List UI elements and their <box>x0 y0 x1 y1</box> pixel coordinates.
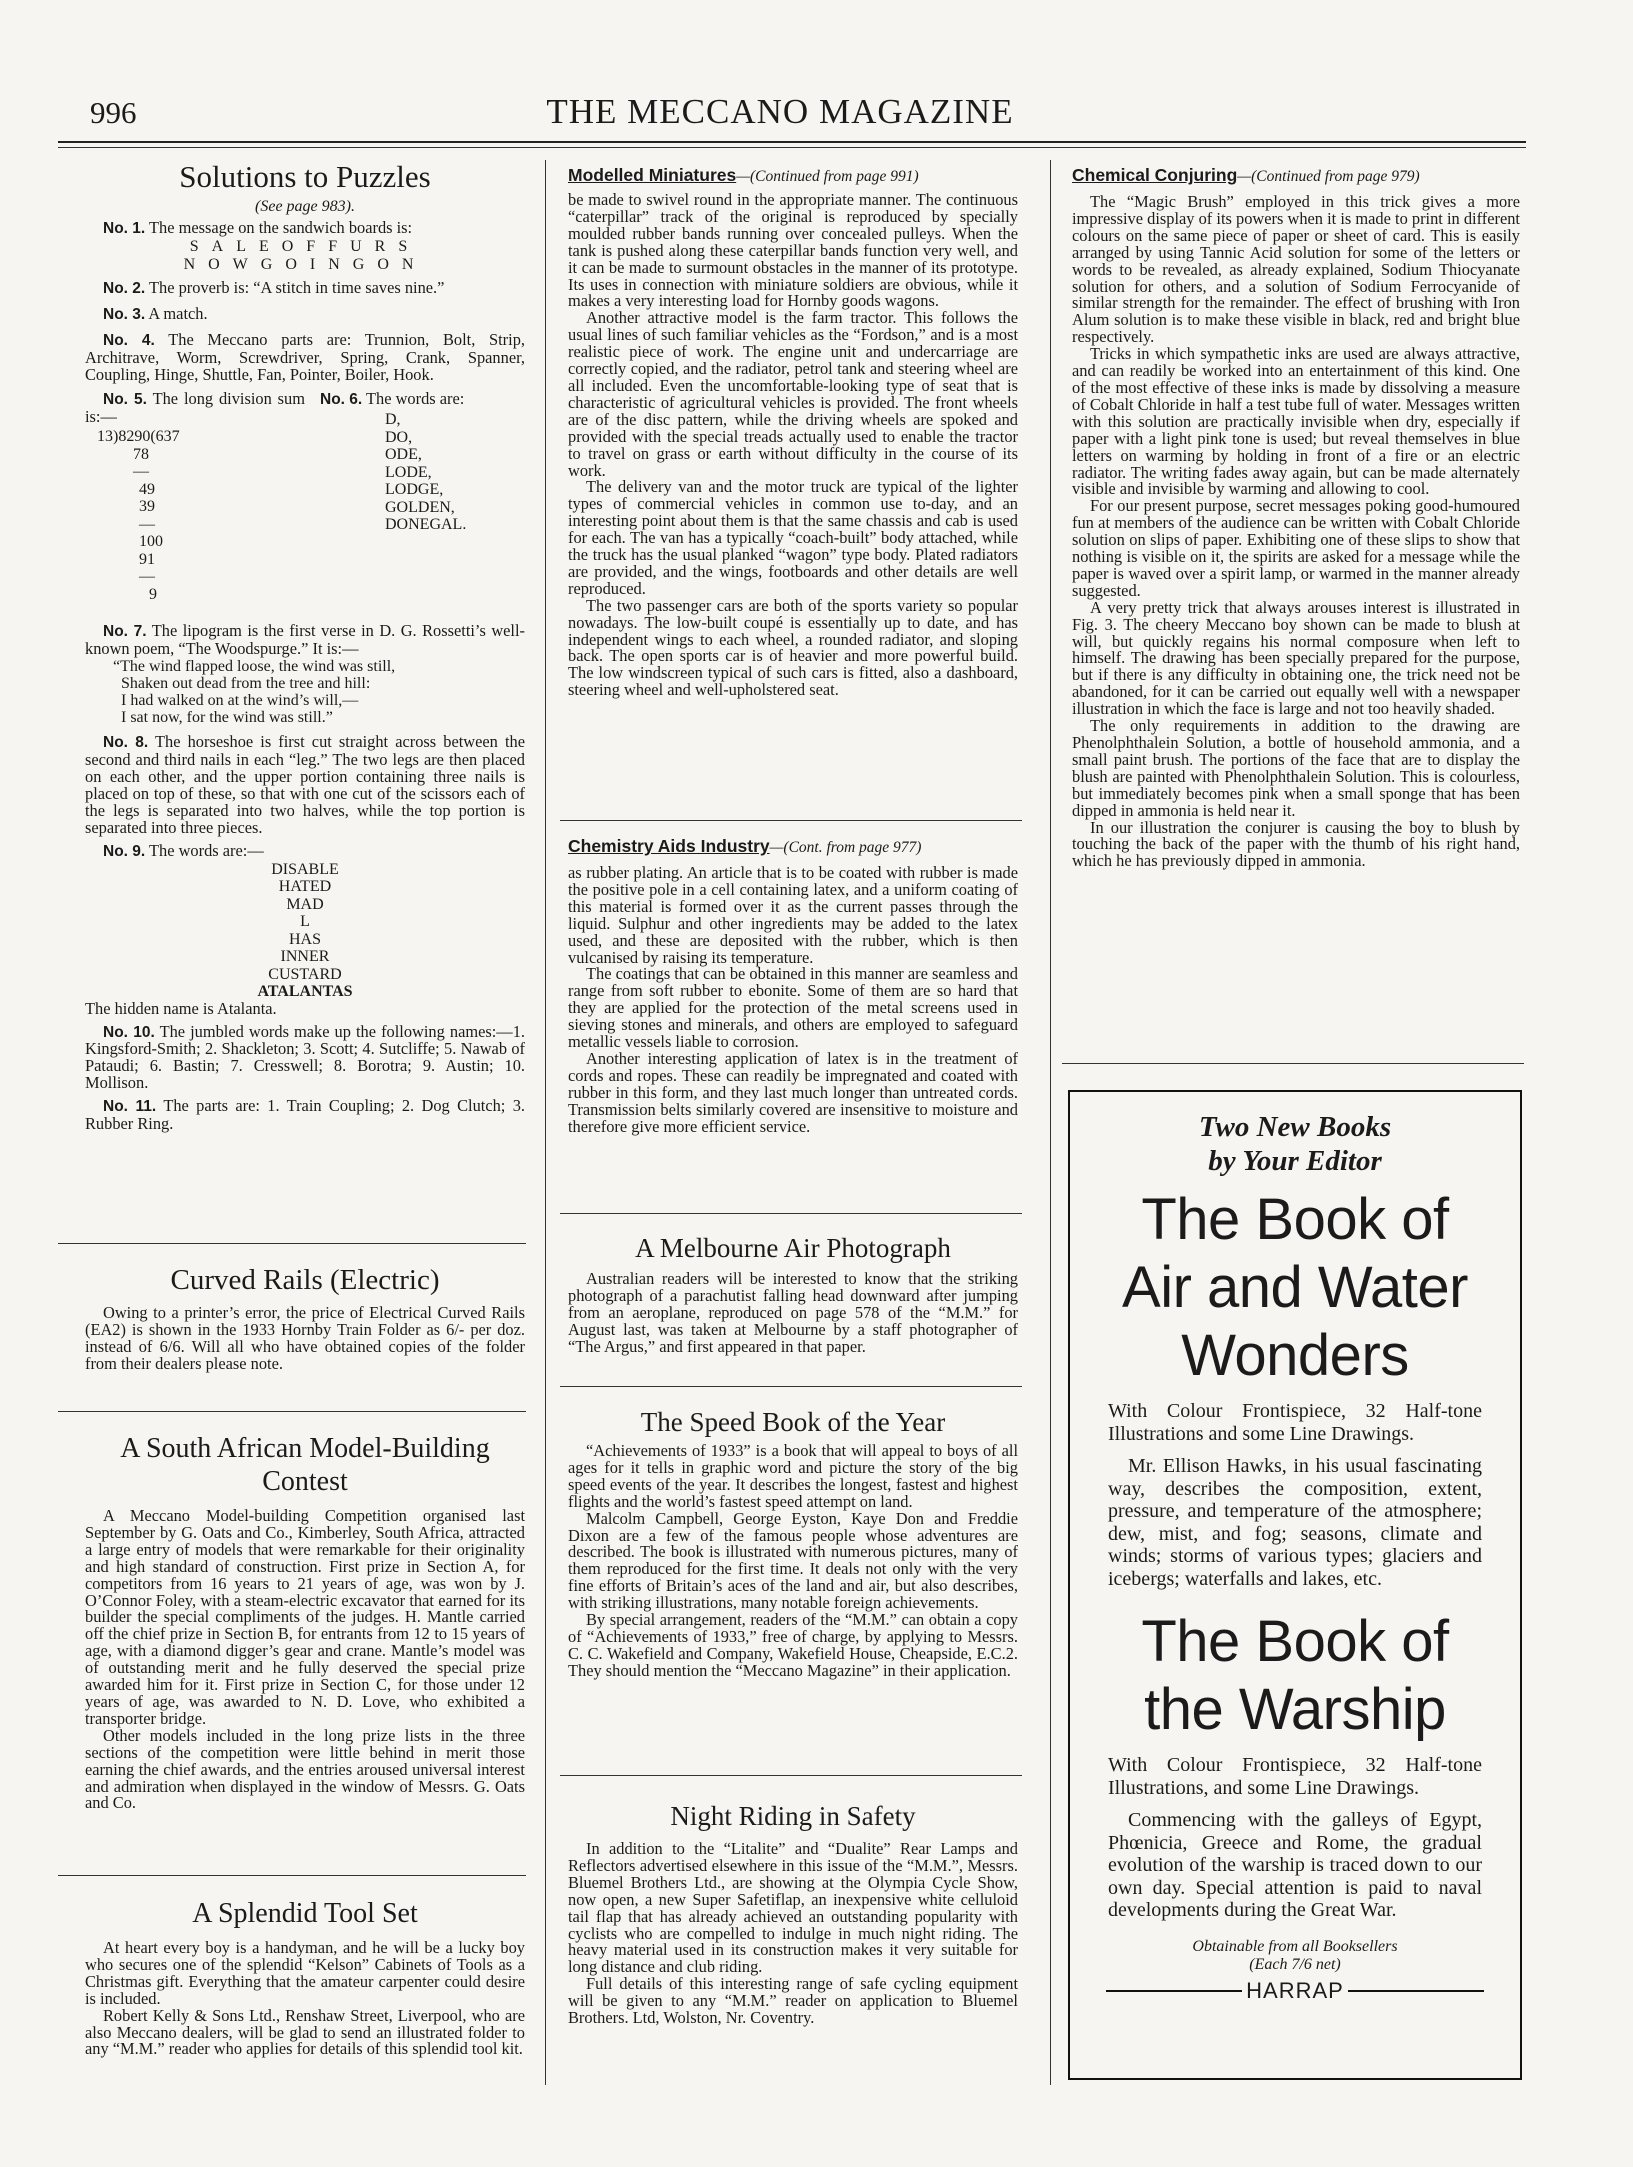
poem-line: I had walked on at the wind’s will,— <box>121 692 359 710</box>
speed-book-p2: Malcolm Campbell, George Eyston, Kaye Don and Freddie Dixon are a few of the famous people whose adventures are described. The book is illustrated with numerous pictures, many of them reproduced for the first time. It deals not only with the very fine efforts of Britain’s aces of the land and air, but also describes, with striking illustrations, many notable foreign achievements. <box>568 1508 1018 1613</box>
publisher-name: HARRAP <box>1246 1977 1344 2003</box>
curved-rails-title: Curved Rails (Electric) <box>170 1264 440 1296</box>
word-item: HAS <box>288 930 321 948</box>
section-divider <box>560 1775 1022 1776</box>
column-divider-1 <box>545 160 546 2085</box>
division-line: 91 <box>139 550 155 568</box>
conjuring-p1: The “Magic Brush” employed in this trick gives a more impressive display of its powers when it is made to print in different colours on the same piece of paper or sheet of card. This is easily arranged by using Tannic Acid solution for some of the letters or words to be revealed, as already explained, Sodium Thiocyanate solution for others, and a solution of Sodium Ferrocyanide of similar strength for the remainder. The effect of brushing with Iron Alum solution is to make these visible in black, red and bright blue respectively. <box>1072 192 1520 347</box>
publisher-rule <box>1348 1990 1484 1992</box>
no1-label: No. 1. <box>103 220 146 237</box>
modelled-miniatures-section <box>568 165 1018 699</box>
poem-line: “The wind flapped loose, the wind was still, <box>113 658 396 676</box>
poem-line: I sat now, for the wind was still.” <box>121 709 333 727</box>
section-divider <box>58 1243 526 1244</box>
no4-label: No. 4. <box>103 331 155 349</box>
division-line: — <box>133 463 149 481</box>
no11-text: The parts are: 1. Train Coupling; 2. Dog Clutch; 3. Rubber Ring. <box>85 1096 526 1134</box>
night-riding-p1: In addition to the “Litalite” and “Dualite” Rear Lamps and Reflectors advertised elsewhere in this issue of the “M.M.”, Messrs. Bluemel Brothers Ltd., are showing at the Olympia Cycle Show, now open, a new Super Safetiflap, an inexpensive white celluloid tail flap that has already achieved an outstanding popularity with cyclists who are compelled to indulge in much night riding. The heavy material used in its construction makes it very suitable for long distance and club riding. <box>568 1839 1018 1977</box>
no1-text: The message on the sandwich boards is: <box>149 218 413 237</box>
no1-line2: NOWGOINGON <box>183 255 427 273</box>
no5-text: The long division sum is:— <box>85 389 306 427</box>
word-item: DO, <box>385 428 413 446</box>
no9-hidden: The hidden name is Atalanta. <box>85 998 277 1018</box>
word-item: LODE, <box>385 463 432 481</box>
poem <box>85 658 525 726</box>
no4-text: The Meccano parts are: Trunnion, Bolt, Strip, Architrave, Worm, Screwdriver, Spring, Crank, Spanner, Coupling, Hinge, Shuttle, Fan, Pointer, Boiler, Hook. <box>85 329 525 384</box>
speed-book-p1: “Achievements of 1933” is a book that will appeal to boys of all ages for it tells in graphic word and picture the story of the big speed events of the year. It describes the longest, fastest and highest flights and the world’s fastest speed attempt on land. <box>568 1441 1018 1511</box>
header-rule <box>58 141 1526 143</box>
book1-title: Wonders <box>1181 1323 1409 1388</box>
no7-text: The lipogram is the first verse in D. G. Rossetti’s well-known poem, “The Woodspurge.” It is:— <box>85 621 525 659</box>
melbourne-section <box>568 1232 1018 1356</box>
word-item: ATALANTAS <box>257 983 353 1001</box>
no8-label: No. 8. <box>103 734 149 752</box>
conjuring-p3: For our present purpose, secret messages poking good-humoured fun at members of the audience can be written with Cobalt Chloride solution on slips of paper. Exhibiting one of these slips to show that nothing is visible on it, the spirits are asked for a message while the paper is waved over a spirit lamp, or warmed in the manner already suggested. <box>1072 496 1520 600</box>
speed-book-title: The Speed Book of the Year <box>640 1407 946 1437</box>
ad-subtitle: Two New Books <box>1198 1111 1392 1143</box>
tool-set-p1: At heart every boy is a handyman, and he will be a lucky boy who secures one of the splendid “Kelson” Cabinets of Tools as a Christmas gift. Everything that the amateur carpenter could desire is included. <box>85 1938 525 2008</box>
book1-title: The Book of <box>1141 1187 1449 1252</box>
page-number: 996 <box>90 95 137 130</box>
no1-line1: SALEOFFURS <box>189 237 421 255</box>
column-divider-2 <box>1050 160 1051 2085</box>
book1-spec: With Colour Frontispiece, 32 Half-tone Illustrations and some Line Drawings. <box>1108 1400 1482 1445</box>
night-riding-p2: Full details of this interesting range of safe cycling equipment will be given to any “M.M.” reader on application to Bluemel Brothers. Ltd, Wolston, Nr. Coventry. <box>568 1974 1018 2028</box>
tool-set-section <box>85 1897 525 2058</box>
no9-text: The words are:— <box>149 840 264 860</box>
melbourne-title: A Melbourne Air Photograph <box>635 1233 951 1263</box>
miniatures-p1: be made to swivel round in the appropriate manner. The continuous “caterpillar” track of the original is reproduced by specially moulded rubber bands running over concealed pulleys. When the tank is pushed along these caterpillar bands function very well, and it can be made to surmount obstacles in the manner of its prototype. Its uses in connection with miniature soldiers are obvious, while it makes a very interesting load for Hornby goods wagons. <box>568 190 1018 311</box>
no9-words <box>85 861 525 1001</box>
word-item: INNER <box>280 948 330 966</box>
section-divider <box>58 1411 526 1412</box>
word-item: DONEGAL. <box>385 516 467 534</box>
publisher-line <box>1106 1978 1484 2004</box>
book2-title: The Book of <box>1141 1609 1449 1674</box>
word-item: CUSTARD <box>268 965 342 983</box>
curved-rails-text: Owing to a printer’s error, the price of Electrical Curved Rails (EA2) is shown in the 1933 Hornby Train Folder as 6/- per doz. instead of 6/6. Will all who have obtained copies of the folder from their dealers please note. <box>85 1303 525 1373</box>
solutions-title: Solutions to Puzzles <box>179 159 431 194</box>
no2-text: The proverb is: “A stitch in time saves nine.” <box>149 277 445 297</box>
melbourne-p1: Australian readers will be interested to know that the striking photograph of a parachutist falling head downward after jumping from an aeroplane, reproduced on page 578 of the “M.M.” for August last, was taken at Melbourne by a staff photographer of “The Argus,” and first appeared in that paper. <box>568 1269 1018 1356</box>
chemistry-p2: The coatings that can be obtained in this manner are seamless and range from soft rubber to ebonite. Some of them are so hard that they are applied for the protection of the metal screens used in sieving stones and minerals, and others are employed to safeguard metallic vessels liable to corrosion. <box>568 964 1018 1052</box>
ad-obtainable: Obtainable from all Booksellers <box>1192 1937 1398 1955</box>
division-line: 100 <box>139 533 163 551</box>
division-line: — <box>139 568 155 586</box>
division-line: — <box>139 515 155 533</box>
miniatures-p3: The delivery van and the motor truck are typical of the lighter types of commercial vehicles in common use to-day, and an interesting point about them is that the same chassis and cab is used for each. The van has a typically “coach-built” body attached, while the truck has the usual planked “wagon” type body. Plated radiators are provided, and the wings, footboards and other details are well reproduced. <box>568 477 1018 598</box>
night-riding-section <box>568 1800 1018 2027</box>
tool-set-title: A Splendid Tool Set <box>192 1898 418 1929</box>
division-line: 49 <box>139 480 155 498</box>
book1-desc: Mr. Ellison Hawks, in his usual fascinating way, describes the composition, extent, pressure, and temperature of the atmosphere; dew, mist, and fog; seasons, climate and winds; storms of various types; glaciers and icebergs; waterfalls and lakes, etc. <box>1108 1455 1482 1590</box>
no11-label: No. 11. <box>103 1098 157 1116</box>
division-line: 9 <box>149 585 157 603</box>
header-rule-thin <box>58 147 1526 148</box>
section-divider <box>560 820 1022 821</box>
no6-text: The words are: <box>366 389 465 409</box>
curved-rails-section <box>85 1263 525 1373</box>
miniatures-p4: The two passenger cars are both of the sports variety so popular nowadays. The low-built coupé is essentially up to date, and has independent wings to each wheel, a rounded radiator, and sloping back. The open sports car is of heavier and more powerful build. The low windscreen typical of such cars is fitted, also a dashboard, steering wheel and well-upholstered seat. <box>568 595 1018 700</box>
division-line: 78 <box>133 445 149 463</box>
chemistry-section <box>568 836 1018 1136</box>
word-item: HATED <box>278 878 332 896</box>
section-divider <box>560 1386 1022 1387</box>
conjuring-p4: A very pretty trick that always arouses interest is illustrated in Fig. 3. The cheery Meccano boy shown can be made to blush at will, but quickly regains his normal composure when left to himself. The drawing has been specially prepared for the purpose, but if there is any difficulty in obtaining one, the trick need not be abandoned, for it can be carried out equally well with a newspaper illustration in which the face is large and not too heavily shaded. <box>1072 597 1520 719</box>
word-item: D, <box>385 411 401 429</box>
book2-spec: With Colour Frontispiece, 32 Half-tone Illustrations, and some Line Drawings. <box>1108 1754 1482 1799</box>
conjuring-p2: Tricks in which sympathetic inks are used are always attractive, and can readily be worked into an entertainment of this kind. One of the most effective of these inks is made by dissolving a measure of Cobalt Chloride in half a test tube full of water. Messages written with this solution are practically invisible when dry, especially if paper with a light pink tone is used; but reveal themselves in blue letters on warming by holding in front of a fire or an electric radiator. The writing fades away again, but can be made alternately visible and invisible by warming and allowing to cool. <box>1072 344 1520 499</box>
poem-line: Shaken out dead from the tree and hill: <box>121 675 371 693</box>
no10-text: The jumbled words make up the following names:—1. Kingsford-Smith; 2. Shackleton; 3. Scott; 4. Sutcliffe; 5. Nawab of Pataudi; 6. Bastin; 7. Cresswell; 8. Borotra; 9. Austin; 10. Mollison. <box>85 1021 525 1093</box>
chemistry-title: Chemistry Aids Industry <box>568 836 770 856</box>
south-african-p2: Other models included in the long prize lists in the three sections of the competition were little behind in merit those earning the chief awards, and the entries aroused universal interest and admiration when displayed in the window of Messrs. G. Oats and Co. <box>85 1725 525 1813</box>
south-african-section <box>85 1432 525 1812</box>
chemistry-p1: as rubber plating. An article that is to be coated with rubber is made the positive pole in a cell containing latex, and a uniform coating of this material is formed over it as the current passes through the liquid. Sulphur and other ingredients may be added to the latex used, and these are deposited with the rubber, which is then vulcanised by raising its temperature. <box>568 863 1018 967</box>
word-item: GOLDEN, <box>385 498 455 516</box>
section-divider <box>1062 1063 1524 1064</box>
division-line: 13)8290(637 <box>97 428 180 446</box>
chemical-conjuring-title: Chemical Conjuring <box>1072 165 1238 185</box>
no7-label: No. 7. <box>103 623 147 641</box>
no10-label: No. 10. <box>103 1023 155 1041</box>
division-line: 39 <box>139 498 155 516</box>
long-division <box>97 428 217 603</box>
section-divider <box>58 1875 526 1876</box>
chemical-conjuring-section <box>1072 165 1520 870</box>
ad-price: (Each 7/6 net) <box>1249 1955 1341 1973</box>
night-riding-title: Night Riding in Safety <box>670 1801 916 1831</box>
no9-label: No. 9. <box>103 842 146 860</box>
continued-note: —(Cont. from page 977) <box>769 839 922 856</box>
no3-label: No. 3. <box>103 305 146 323</box>
no8-text: The horseshoe is first cut straight across between the second and third nails in each “leg.” The two legs are then placed on each other, and the upper portion containing three nails is placed on top of these, so that with one cut of the scissors each of the legs is separated into two halves, while the top portion is separated into three pieces. <box>85 732 525 837</box>
miniatures-p2: Another attractive model is the farm tractor. This follows the usual lines of such familiar vehicles as the “Fordson,” and is a most realistic piece of work. The engine unit and undercarriage are correctly copied, and the radiator, petrol tank and steering wheel are all included. Even the uncomfortable-looking type of seat that is characteristic of agricultural vehicles is provided. The front wheels are of the disc pattern, while the driving wheels are spoked and provided with the special treads actually used to enable the tractor to travel on grass or earth without difficulty in the course of its work. <box>568 308 1018 480</box>
book-advertisement <box>1068 1090 1522 2080</box>
conjuring-p6: In our illustration the conjurer is causing the boy to blush by touching the back of the paper with the thumb of his right hand, which he has previously dipped in ammonia. <box>1072 817 1520 871</box>
section-divider <box>560 1213 1022 1214</box>
book2-title: the Warship <box>1144 1677 1446 1742</box>
speed-book-p3: By special arrangement, readers of the “M.M.” can obtain a copy of “Achievements of 1933,” free of charge, by applying to Messrs. C. C. Wakefield and Company, Wakefield House, Cheapside, E.C.2. They should mention the “Meccano Magazine” in their application. <box>568 1610 1018 1680</box>
tool-set-p2: Robert Kelly & Sons Ltd., Renshaw Street, Liverpool, who are also Meccano dealers, will be glad to send an illustrated folder to any “M.M.” reader who applies for details of this splendid tool kit. <box>85 2005 525 2059</box>
word-item: ODE, <box>385 446 422 464</box>
no2-label: No. 2. <box>103 279 146 297</box>
no5-no6-block <box>85 391 525 623</box>
book2-desc: Commencing with the galleys of Egypt, Phœnicia, Greece and Rome, the gradual evolution of the warship is traced down to our own day. Special attention is paid to naval developments during the Great War. <box>1108 1809 1482 1921</box>
no6-label: No. 6. <box>320 391 363 409</box>
continued-note: —(Continued from page 991) <box>736 168 919 185</box>
solutions-see-page: (See page 983). <box>255 198 355 215</box>
word-item: DISABLE <box>271 860 339 878</box>
no5-label: No. 5. <box>103 391 147 409</box>
ad-subtitle: by Your Editor <box>1208 1145 1382 1177</box>
word-item: MAD <box>286 895 324 913</box>
book1-title: Air and Water <box>1122 1255 1468 1320</box>
modelled-miniatures-title: Modelled Miniatures <box>568 165 737 185</box>
speed-book-section <box>568 1406 1018 1680</box>
no3-text: A match. <box>148 303 208 323</box>
conjuring-p5: The only requirements in addition to the drawing are Phenolphthalein Solution, a bottle of household ammonia, and a small paint brush. The portions of the face that are to display the blush are painted with Phenolphthalein Solution. This is colourless, but immediately becomes pink when a small sponge that has been dipped in ammonia is held near it. <box>1072 716 1520 820</box>
continued-note: —(Continued from page 979) <box>1237 168 1420 185</box>
south-african-title: A South African Model-Building Contest <box>120 1433 490 1497</box>
no6-words <box>385 411 525 534</box>
word-item: L <box>300 913 310 931</box>
magazine-title: THE MECCANO MAGAZINE <box>546 92 1014 131</box>
publisher-rule <box>1106 1990 1242 1992</box>
south-african-p1: A Meccano Model-building Competition organised last September by G. Oats and Co., Kimberley, South Africa, attracted a large entry of models that were remarkable for their originality and high standard of construction. First prize in Section A, for competitors from 16 years to 21 years of age, was won by J. O’Connor Foley, with a steam-electric excavator that earned for its builder the special compliments of the judges. H. Mantle carried off the chief prize in Section B, for entrants from 12 to 15 years of age, with a diamond digger’s gear and crane. Mantle’s model was of outstanding merit and he fully deserved the special prize awarded him for it. First prize in Section C, for those under 12 years of age, was awarded to N. D. Love, who exhibited a transporter bridge. <box>85 1506 525 1728</box>
solutions-section <box>85 160 525 1133</box>
chemistry-p3: Another interesting application of latex is in the treatment of cords and ropes. These can readily be impregnated and coated with rubber in this form, and they last much longer than untreated cords. Transmission belts similarly covered are insensitive to moisture and therefore give more efficient service. <box>568 1048 1018 1136</box>
word-item: LODGE, <box>385 481 444 499</box>
